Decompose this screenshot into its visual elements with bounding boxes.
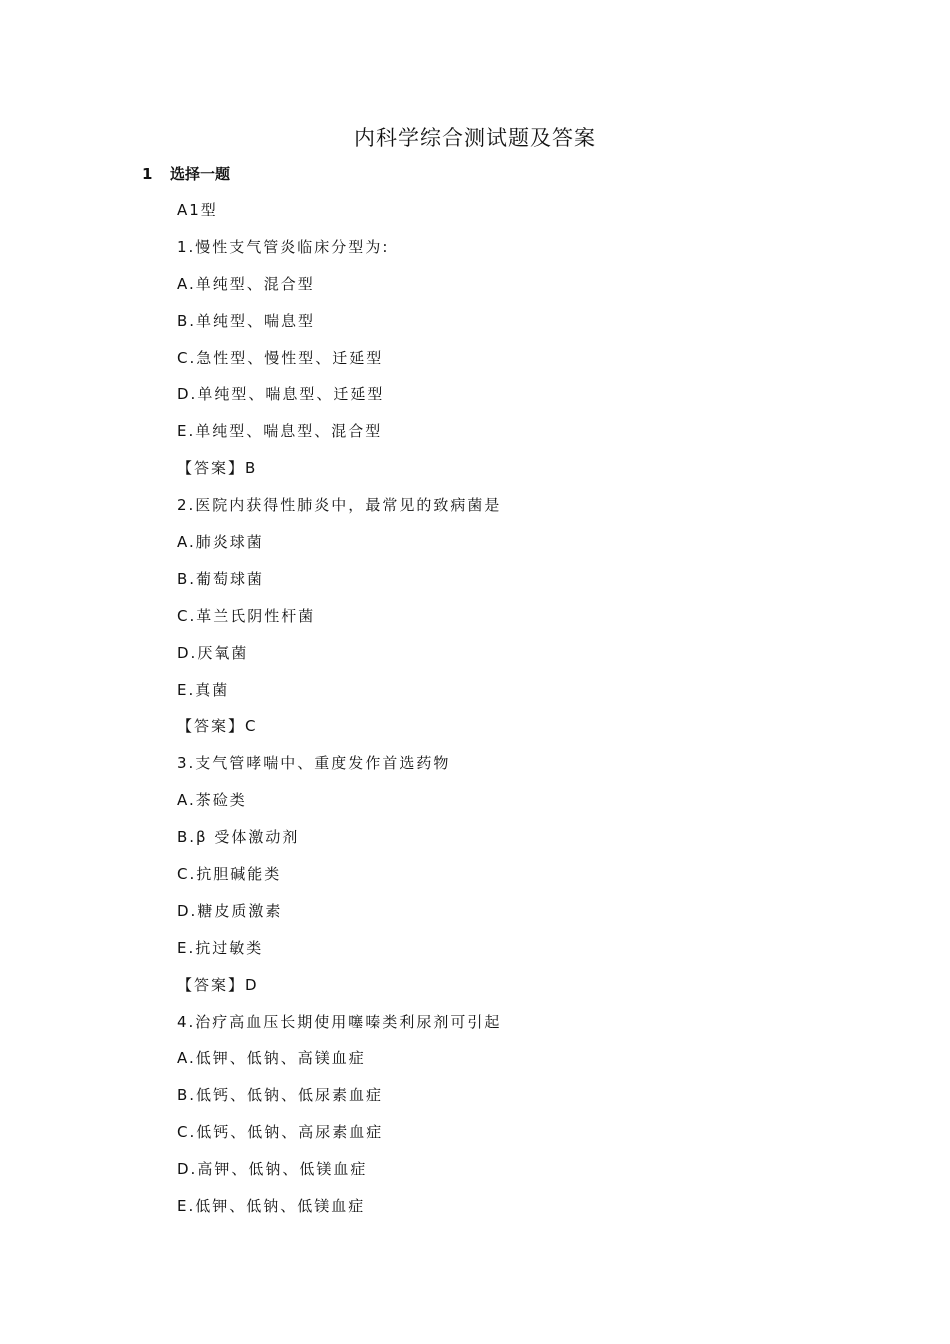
- answer-line: 【答案】C: [177, 717, 258, 736]
- option-line: A.茶硷类: [177, 791, 247, 810]
- option-line: D.单纯型、喘息型、迁延型: [177, 385, 385, 404]
- section-heading: [142, 163, 230, 184]
- question-type: A1型: [177, 201, 218, 219]
- question-stem: 4.治疗高血压长期使用噻嗪类利尿剂可引起: [177, 1012, 502, 1031]
- option-line: B.葡萄球菌: [177, 569, 265, 588]
- option-line: E.真菌: [177, 680, 230, 699]
- option-line: B.低钙、低钠、低尿素血症: [177, 1086, 384, 1105]
- option-line: A.低钾、低钠、高镁血症: [177, 1049, 366, 1068]
- question-stem: 2.医院内获得性肺炎中，最常见的致病菌是: [177, 496, 502, 515]
- option-line: C.急性型、慢性型、迁延型: [177, 348, 384, 367]
- section-label: 选择一题: [170, 165, 231, 183]
- option-line: D.厌氧菌: [177, 643, 249, 662]
- option-line: B.β 受体激动剂: [177, 828, 300, 847]
- question-list: [177, 200, 501, 1233]
- option-line: A.肺炎球菌: [177, 533, 264, 552]
- option-line: C.低钙、低钠、高尿素血症: [177, 1123, 384, 1142]
- question-stem: 3.支气管哮喘中、重度发作首选药物: [177, 754, 451, 773]
- option-line: D.糖皮质激素: [177, 901, 283, 920]
- question-stem: 1.慢性支气管炎临床分型为:: [177, 237, 390, 256]
- option-line: E.低钾、低钠、低镁血症: [177, 1197, 366, 1216]
- option-line: E.抗过敏类: [177, 938, 264, 957]
- option-line: E.单纯型、喘息型、混合型: [177, 422, 383, 441]
- option-line: A.单纯型、混合型: [177, 274, 315, 293]
- option-line: D.高钾、低钠、低镁血症: [177, 1160, 368, 1179]
- answer-line: 【答案】D: [177, 975, 259, 994]
- option-line: B.单纯型、喘息型: [177, 311, 316, 330]
- section-number: 1: [142, 165, 153, 183]
- option-line: C.革兰氏阴性杆菌: [177, 606, 316, 625]
- page-title: 内科学综合测试题及答案: [354, 126, 596, 150]
- option-line: C.抗胆碱能类: [177, 865, 282, 884]
- answer-line: 【答案】B: [177, 459, 258, 478]
